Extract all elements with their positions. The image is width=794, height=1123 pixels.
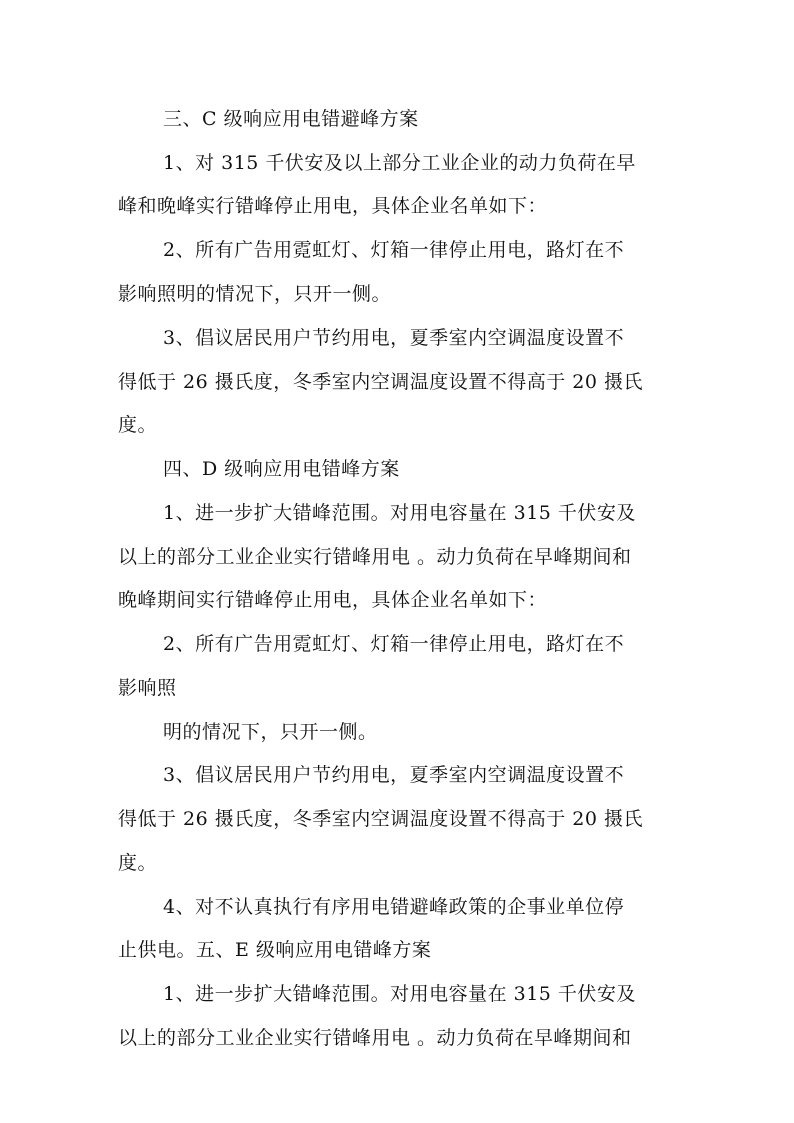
paragraph-line: 得低于 26 摄氏度，冬季室内空调温度设置不得高于 20 摄氏 bbox=[118, 808, 644, 830]
paragraph-line: 3、倡议居民用户节约用电，夏季室内空调温度设置不 bbox=[163, 764, 625, 786]
paragraph-line: 影响照明的情况下，只开一侧。 bbox=[118, 283, 392, 305]
paragraph-line: 得低于 26 摄氏度，冬季室内空调温度设置不得高于 20 摄氏 bbox=[118, 371, 644, 393]
section-heading-c: 三、C 级响应用电错避峰方案 bbox=[163, 108, 419, 130]
paragraph-line: 2、所有广告用霓虹灯、灯箱一律停止用电，路灯在不 bbox=[163, 633, 625, 655]
paragraph-line: 峰和晚峰实行错峰停止用电，具体企业名单如下： bbox=[118, 195, 548, 217]
paragraph-line: 以上的部分工业企业实行错峰用电 。动力负荷在早峰期间和 bbox=[118, 546, 632, 568]
paragraph-line: 4、对不认真执行有序用电错避峰政策的企事业单位停 bbox=[163, 896, 625, 918]
paragraph-line: 晚峰期间实行错峰停止用电，具体企业名单如下： bbox=[118, 589, 548, 611]
paragraph-line: 3、倡议居民用户节约用电，夏季室内空调温度设置不 bbox=[163, 327, 625, 349]
paragraph-line: 以上的部分工业企业实行错峰用电 。动力负荷在早峰期间和 bbox=[118, 1027, 632, 1049]
paragraph-line: 度。 bbox=[118, 852, 158, 874]
paragraph-line: 2、所有广告用霓虹灯、灯箱一律停止用电，路灯在不 bbox=[163, 239, 625, 261]
paragraph-line: 止供电。五、E 级响应用电错峰方案 bbox=[118, 939, 432, 961]
paragraph-line: 明的情况下，只开一侧。 bbox=[163, 721, 378, 743]
paragraph-line: 1、进一步扩大错峰范围。对用电容量在 315 千伏安及 bbox=[163, 983, 636, 1005]
paragraph-line: 1、对 315 千伏安及以上部分工业企业的动力负荷在早 bbox=[163, 152, 636, 174]
section-heading-d: 四、D 级响应用电错峰方案 bbox=[163, 458, 400, 480]
paragraph-line: 度。 bbox=[118, 414, 158, 436]
paragraph-line: 1、进一步扩大错峰范围。对用电容量在 315 千伏安及 bbox=[163, 502, 636, 524]
paragraph-line: 影响照 bbox=[118, 677, 177, 699]
